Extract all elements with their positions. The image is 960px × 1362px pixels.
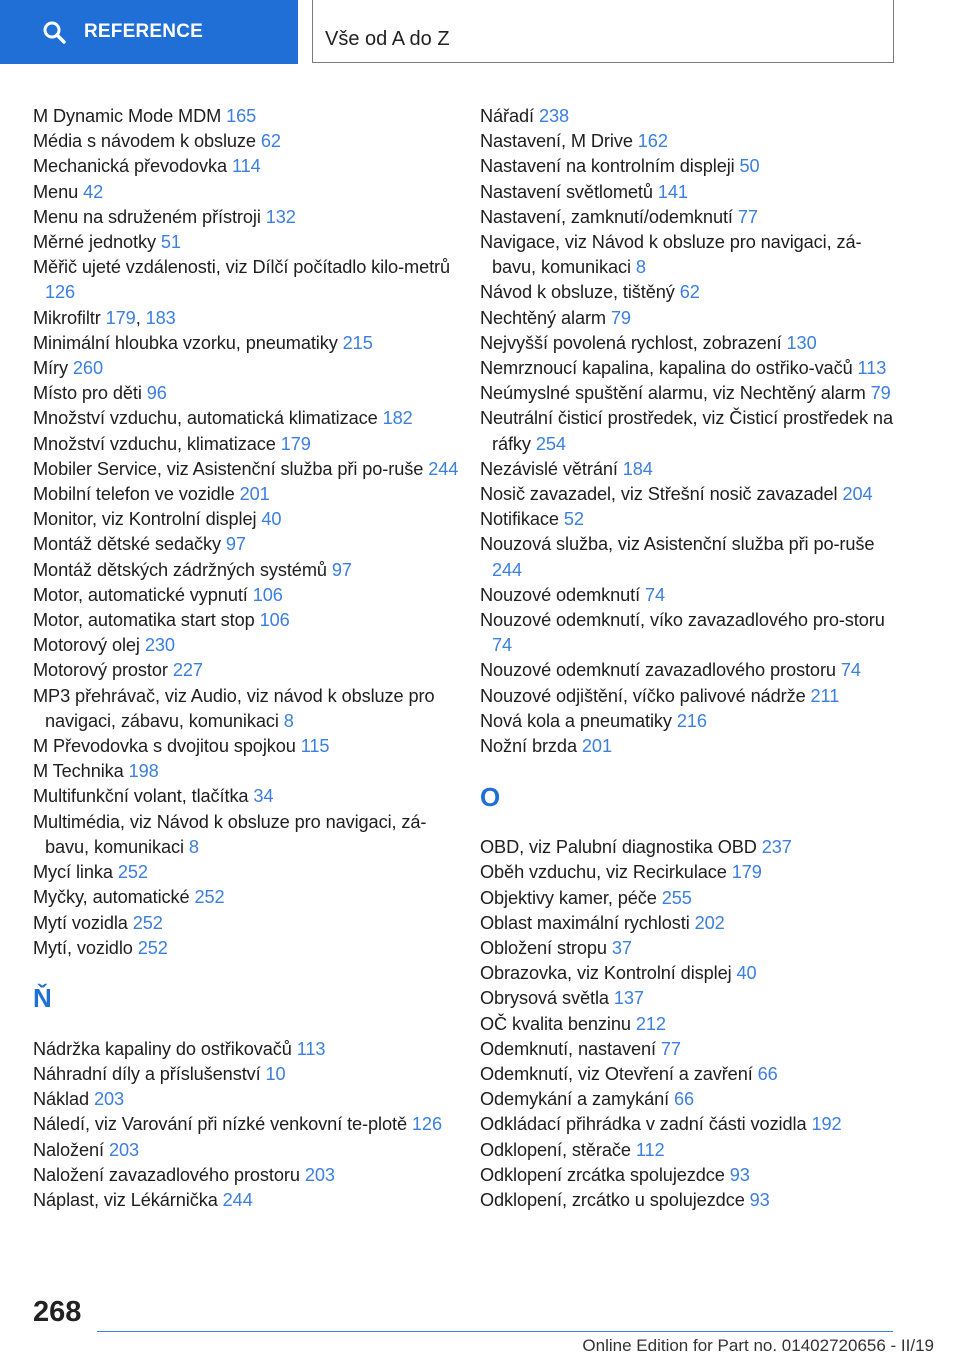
index-entry-text: Nastavení světlometů — [480, 181, 653, 202]
index-entry — [33, 1138, 463, 1163]
page-link[interactable]: 106 — [259, 610, 290, 631]
index-entry-text: Měřič ujeté vzdálenosti, viz Dílčí počítadlo kilo‐metrů — [33, 257, 451, 278]
index-entry-text: Notifikace — [480, 509, 559, 530]
index-entry — [33, 860, 463, 885]
index-entry-text: Mytí vozidla — [33, 912, 128, 933]
page-link[interactable]: 51 — [160, 232, 181, 253]
index-letter-heading: O — [480, 781, 501, 812]
page-link[interactable]: 252 — [117, 862, 148, 883]
page-link[interactable]: 227 — [172, 660, 203, 681]
index-entry-text: Mytí, vozidlo — [33, 937, 133, 958]
index-entry — [33, 684, 463, 734]
footer-divider — [97, 1331, 893, 1332]
index-entry — [480, 1037, 900, 1062]
page-link[interactable]: 37 — [611, 938, 632, 959]
index-entry-text: Mobilní telefon ve vozidle — [33, 484, 235, 505]
section-title-box — [312, 0, 894, 63]
index-entry — [33, 1062, 463, 1087]
footer-edition-text: Online Edition for Part no. 01402720656 - II/19 — [582, 1336, 934, 1355]
index-entry — [33, 1087, 463, 1112]
page-link[interactable]: 79 — [870, 383, 891, 404]
page-link[interactable]: 179 — [280, 433, 311, 454]
index-entry-text: Nouzové odemknutí, víko zavazadlového pro‐storu — [480, 610, 885, 631]
index-entry — [33, 104, 463, 129]
index-entry — [480, 608, 900, 658]
index-entry — [33, 507, 463, 532]
index-entry-text: Obložení stropu — [480, 938, 607, 959]
page-link[interactable]: 252 — [194, 887, 225, 908]
index-entry-text: Nožní brzda — [480, 736, 577, 757]
index-entry-text: MP3 přehrávač, viz Audio, viz návod k obsluze pro navigaci, zábavu, komunikaci — [33, 685, 435, 731]
index-entry — [480, 154, 900, 179]
page-link[interactable]: 132 — [265, 206, 296, 227]
page-link[interactable]: 183 — [145, 307, 176, 328]
page-link[interactable]: 230 — [144, 635, 175, 656]
page-link[interactable]: 182 — [382, 408, 413, 429]
index-entry-text: Monitor, viz Kontrolní displej — [33, 509, 257, 530]
index-entry-text: Odkládací přihrádka v zadní části vozidla — [480, 1114, 807, 1135]
page-link[interactable]: 126 — [411, 1114, 442, 1135]
page-link[interactable]: 77 — [660, 1038, 681, 1059]
page-link[interactable]: 203 — [304, 1164, 335, 1185]
page-link[interactable]: 244 — [492, 559, 523, 580]
index-entry — [33, 558, 463, 583]
index-entry-text: Nastavení na kontrolním displeji — [480, 156, 735, 177]
page-link[interactable]: 96 — [146, 383, 167, 404]
page-link[interactable]: 211 — [810, 685, 840, 706]
index-entry — [33, 911, 463, 936]
index-entry-text: Odemknutí, viz Otevření a zavření — [480, 1064, 753, 1085]
index-entry — [33, 936, 463, 961]
index-entry — [480, 1062, 900, 1087]
page-link[interactable]: 77 — [737, 206, 758, 227]
index-entry-text: Náhradní díly a příslušenství — [33, 1064, 261, 1085]
index-entry — [33, 759, 463, 784]
index-entry — [33, 784, 463, 809]
page-link[interactable]: 192 — [811, 1114, 842, 1135]
index-entry-text: Návod k obsluze, tištěný — [480, 282, 675, 303]
index-entry — [33, 1188, 463, 1213]
index-entry-text: Mycí linka — [33, 862, 113, 883]
index-entry — [33, 180, 463, 205]
index-entry-text: Objektivy kamer, péče — [480, 887, 657, 908]
index-entry — [480, 482, 900, 507]
index-entry-text: Nouzové odjištění, víčko palivové nádrže — [480, 685, 806, 706]
index-entry-text: Nastavení, zamknutí/odemknutí — [480, 206, 733, 227]
page-link[interactable]: 62 — [260, 131, 281, 152]
index-entry — [33, 482, 463, 507]
index-column-left — [33, 104, 463, 1213]
index-entry-text: Mikrofiltr — [33, 307, 101, 328]
index-entry-text: OČ kvalita benzinu — [480, 1013, 631, 1034]
page-link[interactable]: 215 — [342, 332, 373, 353]
page-link[interactable]: 74 — [492, 635, 513, 656]
index-entry — [33, 356, 463, 381]
page-separator: , — [135, 307, 146, 328]
page-link[interactable]: 203 — [108, 1139, 139, 1160]
index-entry-text: Neutrální čisticí prostředek, viz Čisticí prostředek na ráfky — [480, 408, 893, 454]
index-entry-text: Místo pro děti — [33, 383, 142, 404]
index-entry — [480, 684, 900, 709]
index-entry-text: Nemrznoucí kapalina, kapalina do ostřiko‐vačů — [480, 358, 853, 379]
index-entry — [480, 104, 900, 129]
page-link[interactable]: 42 — [83, 181, 104, 202]
page-link[interactable]: 114 — [231, 156, 261, 177]
index-entry-text: Nářadí — [480, 106, 534, 126]
page-link[interactable]: 237 — [761, 837, 792, 858]
index-entry — [480, 886, 900, 911]
page-link[interactable]: 93 — [729, 1164, 750, 1185]
reference-tab[interactable] — [0, 0, 298, 64]
index-entry-text: Motor, automatické vypnutí — [33, 584, 248, 605]
page-link[interactable]: 141 — [657, 181, 688, 202]
index-entry-text: Motorový olej — [33, 635, 140, 656]
index-entry — [480, 1138, 900, 1163]
index-entry — [480, 936, 900, 961]
page-link[interactable]: 244 — [222, 1190, 253, 1211]
index-entry — [33, 154, 463, 179]
page-link[interactable]: 74 — [645, 584, 666, 605]
index-entry — [33, 583, 463, 608]
index-entry-text: Odklopení zrcátka spolujezdce — [480, 1164, 725, 1185]
page-link[interactable]: 216 — [676, 710, 707, 731]
index-entry-text: Nová kola a pneumatiky — [480, 710, 672, 731]
index-entry-text: Odklopení, zrcátko u spolujezdce — [480, 1190, 745, 1211]
index-entry-text: Nezávislé větrání — [480, 458, 618, 479]
page-link[interactable]: 106 — [252, 584, 283, 605]
page-link[interactable]: 40 — [261, 509, 282, 530]
index-entry — [480, 734, 900, 759]
page-link[interactable]: 8 — [188, 836, 199, 857]
page-link[interactable]: 201 — [581, 736, 612, 757]
index-entry — [33, 1163, 463, 1188]
index-entry-text: Oběh vzduchu, viz Recirkulace — [480, 862, 727, 883]
index-entry-text: Náledí, viz Varování při nízké venkovní te‐plotě — [33, 1114, 407, 1135]
index-entry-text: M Technika — [33, 761, 124, 782]
index-entry — [480, 1188, 900, 1213]
page-link[interactable]: 66 — [674, 1089, 695, 1110]
index-entry — [480, 835, 900, 860]
index-entry — [33, 406, 463, 431]
page-link[interactable]: 165 — [226, 106, 257, 126]
page-link[interactable]: 201 — [239, 484, 270, 505]
index-entry-text: Mechanická převodovka — [33, 156, 228, 177]
index-entry — [33, 608, 463, 633]
index-entry — [480, 860, 900, 885]
index-entry — [480, 583, 900, 608]
index-entry-text: Montáž dětské sedačky — [33, 534, 221, 555]
index-entry — [33, 457, 463, 482]
search-icon — [42, 20, 66, 44]
index-entry-text: OBD, viz Palubní diagnostika OBD — [480, 837, 757, 858]
index-entry-text: Myčky, automatické — [33, 887, 190, 908]
index-entry — [480, 406, 900, 456]
index-entry — [480, 381, 900, 406]
index-entry-text: Menu na sdruženém přístroji — [33, 206, 261, 227]
index-entry — [480, 1112, 900, 1137]
index-entry — [33, 810, 463, 860]
page-link[interactable]: 244 — [428, 458, 459, 479]
index-entry-text: Nechtěný alarm — [480, 307, 606, 328]
index-entry — [33, 129, 463, 154]
page-link[interactable]: 93 — [749, 1190, 770, 1211]
index-entry-text: Menu — [33, 181, 79, 202]
index-entry — [480, 709, 900, 734]
index-entry-text: Nastavení, M Drive — [480, 131, 633, 152]
page-link[interactable]: 179 — [105, 307, 136, 328]
index-entry-text: Multifunkční volant, tlačítka — [33, 786, 249, 807]
index-entry — [480, 180, 900, 205]
index-entry-text: Mobiler Service, viz Asistenční služba při po‐ruše — [33, 458, 424, 479]
page-link[interactable]: 255 — [661, 887, 692, 908]
index-entry-text: Nádržka kapaliny do ostřikovačů — [33, 1038, 292, 1059]
index-entry — [480, 532, 900, 582]
reference-label: REFERENCE — [84, 21, 203, 42]
page-link[interactable]: 179 — [731, 862, 762, 883]
index-entry-text: Naložení zavazadlového prostoru — [33, 1164, 300, 1185]
index-entry — [480, 986, 900, 1011]
index-entry — [33, 658, 463, 683]
index-entry — [480, 961, 900, 986]
index-entry — [480, 129, 900, 154]
index-entry-text: Motorový prostor — [33, 660, 168, 681]
index-entry-text: Neúmyslné spuštění alarmu, viz Nechtěný alarm — [480, 383, 866, 404]
index-entry-text: Odemykání a zamykání — [480, 1089, 670, 1110]
index-entry-text: Nouzové odemknutí — [480, 584, 641, 605]
index-entry-text: Míry — [33, 358, 68, 379]
header — [0, 0, 960, 66]
index-entry — [480, 1012, 900, 1037]
page-link[interactable]: 238 — [538, 106, 569, 126]
page-link[interactable]: 115 — [300, 736, 330, 757]
page-link[interactable]: 97 — [225, 534, 246, 555]
index-entry-text: M Převodovka s dvojitou spojkou — [33, 736, 296, 757]
index-entry — [33, 1037, 463, 1062]
index-entry — [33, 885, 463, 910]
index-entry-text: Multimédia, viz Návod k obsluze pro navigaci, zá‐bavu, komunikaci — [33, 811, 427, 857]
page-link[interactable]: 254 — [535, 433, 566, 454]
index-entry — [33, 230, 463, 255]
index-entry-text: M Dynamic Mode MDM — [33, 106, 222, 126]
index-entry-text: Obrysová světla — [480, 988, 609, 1009]
index-entry — [33, 205, 463, 230]
page-link[interactable]: 8 — [283, 710, 294, 731]
page-link[interactable]: 212 — [635, 1013, 666, 1034]
index-entry — [480, 507, 900, 532]
index-entry — [33, 381, 463, 406]
page-link[interactable]: 260 — [72, 358, 103, 379]
index-column-right — [480, 104, 900, 1213]
page-link[interactable]: 112 — [635, 1139, 665, 1160]
index-entry-text: Minimální hloubka vzorku, pneumatiky — [33, 332, 338, 353]
page-link[interactable]: 52 — [563, 509, 584, 530]
page-link[interactable]: 203 — [93, 1089, 125, 1110]
index-entry — [33, 734, 463, 759]
index-entry-text: Odemknutí, nastavení — [480, 1038, 656, 1059]
index-entry — [480, 280, 900, 305]
index-entry-text: Obrazovka, viz Kontrolní displej — [480, 963, 732, 984]
page-link[interactable]: 62 — [679, 282, 700, 303]
index-entry — [33, 1112, 463, 1137]
page-link[interactable]: 202 — [694, 912, 725, 933]
index-entry-text: Média s návodem k obsluze — [33, 131, 256, 152]
page-link[interactable]: 50 — [739, 156, 760, 177]
index-entry — [480, 457, 900, 482]
index-entry — [33, 532, 463, 557]
page-link[interactable]: 97 — [331, 559, 352, 580]
index-entry — [33, 633, 463, 658]
index-entry — [480, 658, 900, 683]
index-entry-text: Měrné jednotky — [33, 232, 156, 253]
index-entry-text: Množství vzduchu, automatická klimatizace — [33, 408, 378, 429]
index-entry-text: Navigace, viz Návod k obsluze pro navigaci, zá‐bavu, komunikaci — [480, 232, 862, 278]
index-entry — [480, 306, 900, 331]
index-entry-text: Odklopení, stěrače — [480, 1139, 631, 1160]
index-entry-text: Oblast maximální rychlosti — [480, 912, 690, 933]
index-entry-text: Montáž dětských zádržných systémů — [33, 559, 327, 580]
index-entry — [33, 255, 463, 305]
page-link[interactable]: 40 — [736, 963, 757, 984]
index-entry — [480, 205, 900, 230]
index-entry-text: Naložení — [33, 1139, 104, 1160]
page-link[interactable]: 34 — [253, 786, 274, 807]
index-entry — [480, 1163, 900, 1188]
index-entry-text: Nejvyšší povolená rychlost, zobrazení — [480, 332, 782, 353]
index-entry — [480, 1087, 900, 1112]
index-entry-text: Nouzová služba, viz Asistenční služba při po‐ruše — [480, 534, 875, 555]
index-entry — [480, 331, 900, 356]
index-entry-text: Náplast, viz Lékárnička — [33, 1190, 218, 1211]
page-link[interactable]: 252 — [137, 937, 168, 958]
page-link[interactable]: 113 — [857, 358, 887, 379]
index-entry-text: Motor, automatika start stop — [33, 610, 255, 631]
page-link[interactable]: 79 — [610, 307, 631, 328]
index-entry-text: Náklad — [33, 1089, 90, 1110]
section-title: Vše od A do Z — [325, 28, 450, 50]
index-entry — [480, 911, 900, 936]
page-link[interactable]: 137 — [613, 988, 644, 1009]
page-link[interactable]: 66 — [757, 1064, 778, 1085]
page-link[interactable]: 252 — [132, 912, 163, 933]
page-number: 268 — [33, 1296, 82, 1328]
page-link[interactable]: 10 — [265, 1064, 286, 1085]
index-entry — [33, 331, 463, 356]
index-letter-heading: Ň — [33, 983, 52, 1014]
page-link[interactable]: 8 — [635, 257, 646, 278]
page-link[interactable]: 126 — [45, 282, 76, 303]
page-link[interactable]: 130 — [786, 332, 817, 353]
page-link[interactable]: 204 — [842, 484, 873, 505]
index-entry — [33, 432, 463, 457]
page-link[interactable]: 74 — [840, 660, 861, 681]
index-entry-text: Množství vzduchu, klimatizace — [33, 433, 276, 454]
page-link[interactable]: 198 — [128, 761, 159, 782]
page-link[interactable]: 184 — [622, 458, 653, 479]
index-entry — [480, 356, 900, 381]
page-link[interactable]: 113 — [296, 1038, 326, 1059]
index-entry — [33, 306, 463, 331]
index-entry — [480, 230, 900, 280]
index-entry-text: Nouzové odemknutí zavazadlového prostoru — [480, 660, 836, 681]
page-link[interactable]: 162 — [637, 131, 668, 152]
index-entry-text: Nosič zavazadel, viz Střešní nosič zavazadel — [480, 484, 838, 505]
